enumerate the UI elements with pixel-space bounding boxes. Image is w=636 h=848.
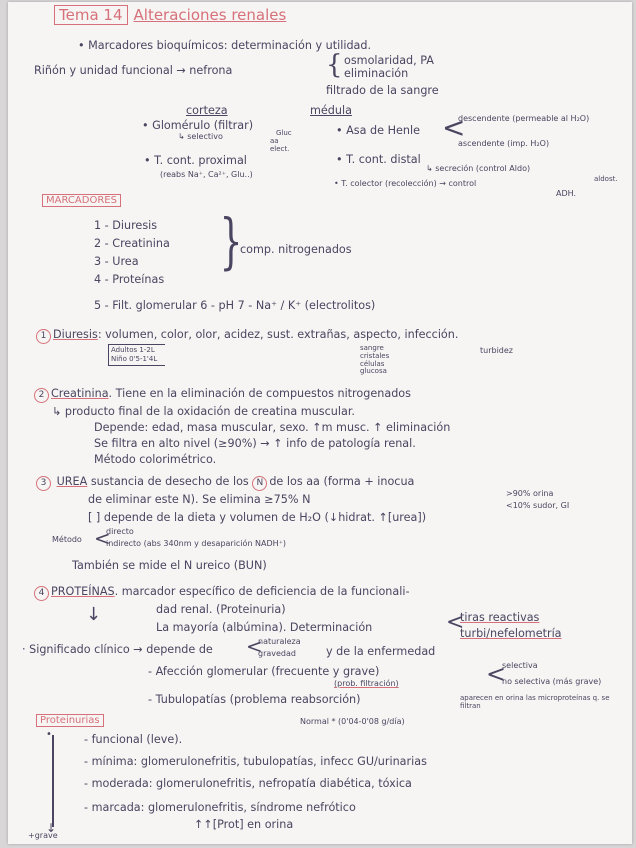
- gravedad: gravedad: [258, 649, 296, 658]
- marcadores-header: MARCADORES: [42, 194, 121, 206]
- henle-desc: descendente (permeable al H₂O): [458, 114, 590, 123]
- diuresis-title: Diuresis: [53, 328, 98, 341]
- aldost-note: aldost.: [594, 175, 618, 183]
- urea-sudor: <10% sudor, GI: [506, 501, 570, 510]
- severity-arrow: ↓: [46, 821, 57, 835]
- naturaleza: naturaleza: [258, 637, 301, 646]
- marcador-item-3: 3 - Urea: [94, 255, 139, 268]
- marcador-item-2: 2 - Creatinina: [94, 237, 170, 250]
- diuresis-text: : volumen, color, olor, acidez, sust. extrañas, aspecto, infección.: [97, 328, 459, 341]
- selectiva: selectiva: [502, 661, 538, 670]
- tubulopatias: - Tubulopatías (problema reabsorción): [148, 693, 361, 706]
- urea-l2: de eliminar este N). Se elimina ≥75% N: [88, 493, 311, 506]
- no-selectiva: no selectiva (más grave): [502, 677, 602, 686]
- creatinina-l2: ↳ producto final de la oxidación de creatina muscular.: [52, 405, 355, 418]
- afeccion-glomerular: - Afección glomerular (frecuente y grave): [148, 665, 380, 678]
- marcadores-brace: {: [219, 211, 243, 281]
- creatinina-text: . Tiene en la eliminación de compuestos nitrogenados: [108, 387, 411, 400]
- asa-henle: • Asa de Henle: [336, 124, 420, 137]
- marcador-item-1: 1 - Diuresis: [94, 219, 158, 232]
- aparecen-note: aparecen en orina las microproteínas q. se filtran: [460, 694, 610, 711]
- urea-title: UREA: [56, 475, 88, 488]
- prot-en-orina: ↑↑[Prot] en orina: [194, 818, 294, 831]
- reabs-line: (reabs Na⁺, Ca²⁺, Glu..): [160, 170, 253, 179]
- marcador-line-5-7: 5 - Filt. glomerular 6 - pH 7 - Na⁺ / K⁺ (electrolitos): [94, 299, 376, 312]
- proteinuria-minima: - mínima: glomerulonefritis, tubulopatías, infecc GU/urinarias: [84, 755, 427, 768]
- proteinas-number: 4: [34, 586, 49, 601]
- proteinuria-moderada: - moderada: glomerulonefritis, nefropatía diabética, tóxica: [84, 777, 412, 790]
- intro-line: • Marcadores bioquímicos: determinación y utilidad.: [78, 39, 372, 52]
- sust-list: sangre cristales células glucosa: [360, 344, 390, 376]
- sig-brace: <: [246, 634, 263, 658]
- creatinina-l5: Método colorimétrico.: [94, 453, 217, 466]
- adh-label: ADH.: [556, 189, 577, 198]
- severity-dot: •: [46, 729, 52, 740]
- creatinina-l3: Depende: edad, masa muscular, sexo. ↑m musc. ↑ eliminación: [94, 421, 451, 434]
- creatinina-title: Creatinina: [51, 387, 109, 400]
- tiras-reactivas: tiras reactivas: [460, 611, 540, 624]
- proteinurias-header: Proteinurias: [36, 716, 104, 726]
- comp-nitrogenados: comp. nitrogenados: [240, 243, 352, 256]
- volumen-box: Adultos 1-2L Niño 0'5-1'4L: [108, 344, 165, 366]
- notes-page: [8, 2, 632, 844]
- normal-range: Normal * (0'04-0'08 g/día): [300, 717, 405, 726]
- mas-grave-label: +grave: [28, 831, 58, 840]
- urea-indirecto: indirecto (abs 340nm y desaparición NADH⁺): [106, 539, 287, 548]
- topic-title: Alteraciones renales: [133, 6, 287, 24]
- secrecion-line: ↳ secreción (control Aldo): [426, 164, 531, 173]
- corteza-heading: corteza: [186, 104, 228, 117]
- de-la-enfermedad: y de la enfermedad: [326, 645, 436, 658]
- henle-asc: ascendente (imp. H₂O): [458, 139, 550, 148]
- turbidez-label: turbidez: [480, 346, 513, 355]
- selectivo-line: ↳ selectivo: [178, 132, 223, 141]
- significado-line: · Significado clínico → depende de: [22, 643, 213, 656]
- turbi-nefelometria: turbi/nefelometría: [460, 627, 562, 640]
- urea-bun: También se mide el N ureico (BUN): [72, 559, 267, 572]
- proteinas-title: PROTEÍNAS: [51, 585, 115, 598]
- creatinina-number: 2: [34, 388, 49, 403]
- proteinuria-marcada: - marcada: glomerulonefritis, síndrome nefrótico: [84, 801, 356, 814]
- down-arrow: ↓: [86, 604, 102, 625]
- glomerulo-line: • Glomérulo (filtrar): [142, 119, 254, 132]
- prob-filtracion: (prob. filtración): [334, 679, 399, 688]
- urea-line: 3 UREA sustancia de desecho de los N de los aa (forma + inocua: [36, 476, 414, 491]
- page-title: [54, 6, 286, 24]
- proteinas-line: 4 PROTEÍNAS. marcador específico de deficiencia de la funcionali-: [34, 586, 410, 601]
- medula-heading: médula: [310, 104, 352, 117]
- diuresis-line: [36, 329, 458, 344]
- tcont-distal: • T. cont. distal: [336, 153, 421, 166]
- topic-box: Tema 14: [54, 5, 128, 25]
- afec-brace: <: [486, 660, 507, 688]
- creatinina-line: [34, 388, 411, 403]
- urea-l3: [ ] depende de la dieta y volumen de H₂O (↓hidrat. ↑[urea]): [88, 511, 427, 524]
- henle-brace: <: [442, 111, 466, 144]
- creatinina-l4: Se filtra en alto nivel (≥90%) → ↑ info de patología renal.: [94, 437, 416, 450]
- severity-line: [52, 735, 54, 827]
- branch-filtrado: filtrado de la sangre: [326, 84, 439, 97]
- branch-osmolaridad: osmolaridad, PA: [344, 54, 434, 67]
- diuresis-number: 1: [36, 329, 51, 344]
- branch-eliminacion: eliminación: [344, 67, 409, 80]
- urea-metodo: Método: [52, 535, 82, 544]
- proteinas-l2: dad renal. (Proteinuria): [156, 603, 286, 616]
- tcont-proximal: • T. cont. proximal: [144, 154, 247, 167]
- urea-orina: >90% orina: [506, 489, 554, 498]
- gluc-note: Gluc: [276, 129, 292, 137]
- determ-brace: <: [446, 610, 465, 635]
- urea-number: 3: [36, 476, 51, 491]
- metodo-brace: <: [94, 526, 111, 550]
- marcador-item-4: 4 - Proteínas: [94, 273, 165, 286]
- tcolector-line: • T. colector (recolección) → control: [334, 179, 477, 188]
- elect-note: elect.: [270, 145, 290, 153]
- proteinuria-funcional: - funcional (leve).: [84, 733, 183, 746]
- nitrogen-circle: N: [252, 476, 267, 491]
- urea-directo: directo: [106, 527, 134, 536]
- aa-note: aa: [270, 137, 279, 145]
- kidney-unit-line: Riñón y unidad funcional → nefrona: [34, 64, 233, 77]
- intro-brace: {: [326, 50, 343, 80]
- proteinas-l3: La mayoría (albúmina). Determinación: [156, 621, 373, 634]
